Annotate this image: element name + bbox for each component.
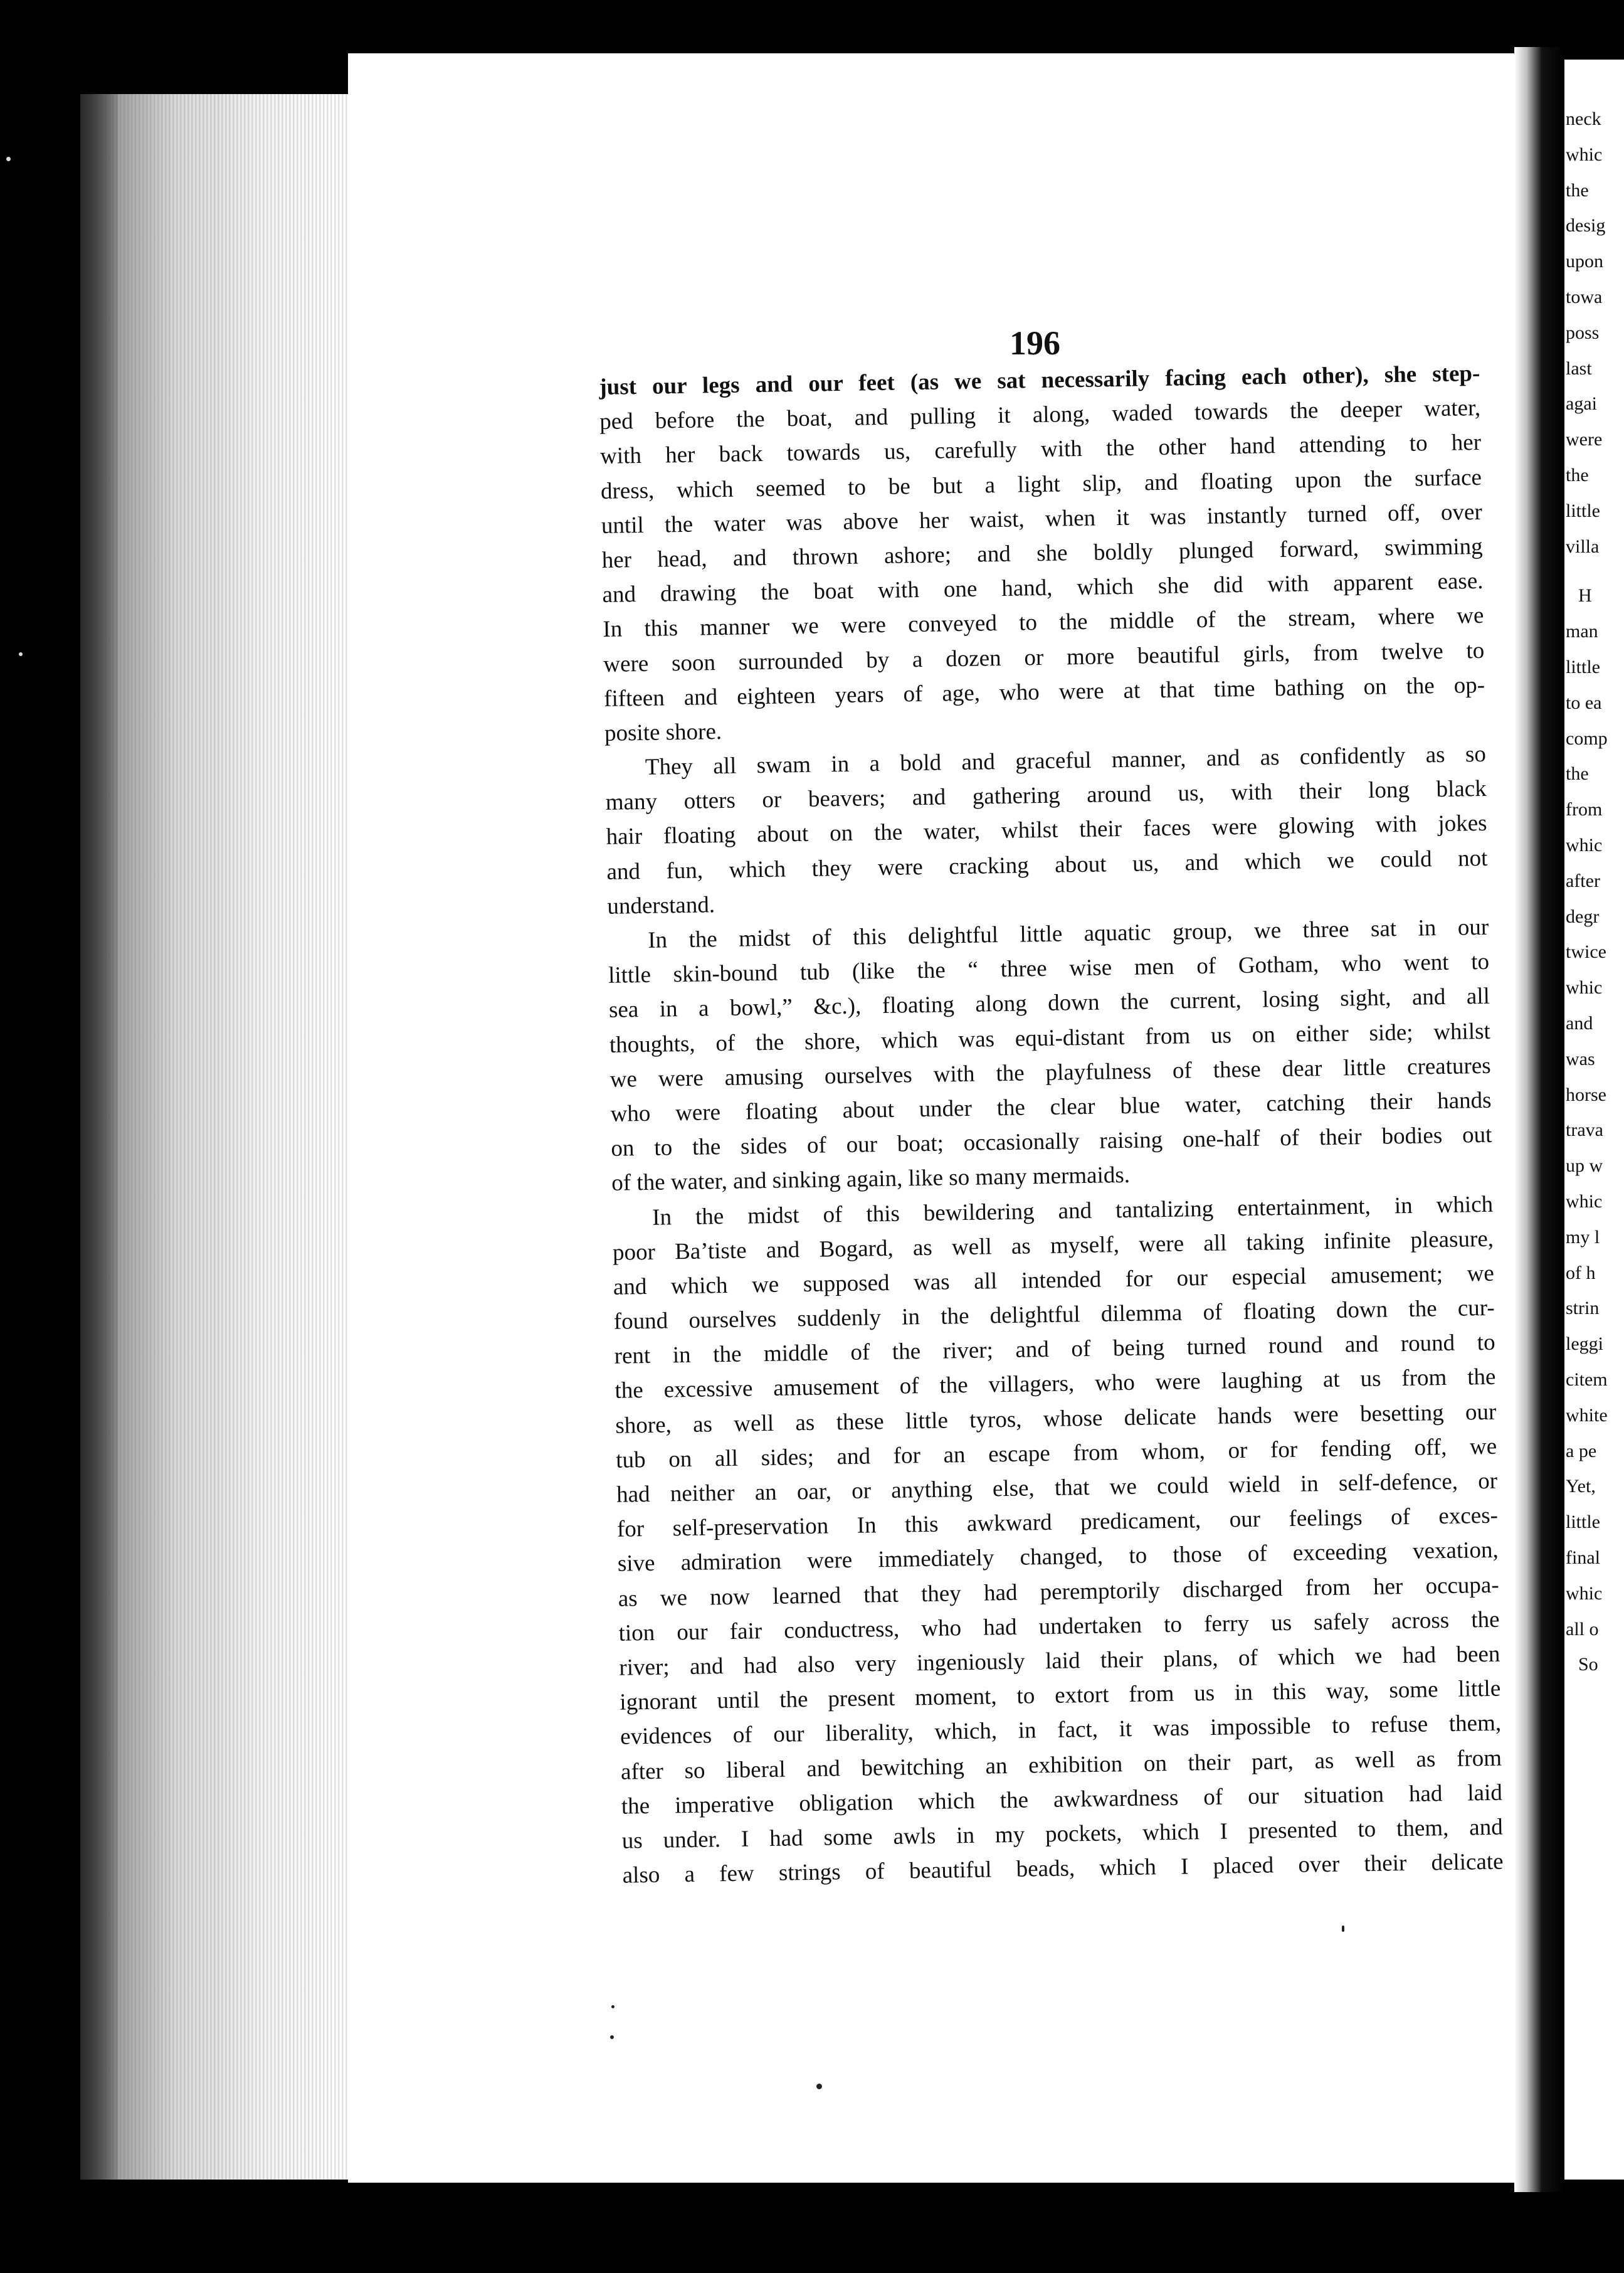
facing-page-fragment: of h: [1566, 1262, 1596, 1283]
page-number: 196: [1010, 324, 1060, 362]
facing-page-fragment: and: [1566, 1013, 1593, 1034]
facing-page-fragment: strin: [1566, 1298, 1600, 1319]
text-line: hair floating about on the water, whilst their faces were glowing with jokes: [606, 810, 1487, 850]
text-line: were soon surrounded by a dozen or more beautiful girls, from twelve to: [603, 637, 1485, 677]
facing-page-fragment: leggi: [1566, 1333, 1603, 1355]
facing-page-fragment: twice: [1566, 941, 1606, 963]
facing-page: [1564, 60, 1624, 2180]
facing-page-fragment: towa: [1566, 287, 1603, 307]
facing-page-fragment: desig: [1566, 215, 1606, 236]
text-line: the imperative obligation which the awkwardness of our situation had laid: [621, 1779, 1503, 1820]
text-line: thoughts, of the shore, which was equi-distant from us on either side; whilst: [609, 1018, 1491, 1058]
facing-page-fragment: was: [1566, 1048, 1595, 1069]
text-line: shore, as well as these little tyros, whose delicate hands were besetting our: [615, 1399, 1497, 1439]
text-line: dress, which seemed to be but a light slip, and floating upon the surface: [600, 464, 1482, 504]
text-line: rent in the middle of the river; and of being turned round and round to: [614, 1329, 1495, 1370]
facing-page-fragment: all o: [1566, 1618, 1599, 1640]
facing-page-fragment: a pe: [1566, 1440, 1597, 1461]
facing-page-fragment: neck: [1566, 109, 1601, 129]
facing-page-fragment: the: [1566, 763, 1589, 785]
text-line: and drawing the boat with one hand, which she did with apparent ease.: [602, 568, 1484, 608]
text-line: after so liberal and bewitching an exhibition on their part, as well as from: [620, 1745, 1502, 1785]
text-line: tub on all sides; and for an escape from whom, or for fending off, we: [615, 1433, 1497, 1473]
facing-page-fragment: villa: [1566, 536, 1600, 557]
facing-page-fragment: whic: [1566, 1191, 1603, 1212]
text-line: on to the sides of our boat; occasionally raising one-half of their bodies out: [611, 1121, 1492, 1162]
text-line: had neither an oar, or anything else, that we could wield in self-defence, or: [616, 1468, 1498, 1508]
facing-page-fragment: whic: [1566, 144, 1603, 165]
text-line: for self-preservation In this awkward predicament, our feelings of exces-: [616, 1502, 1499, 1542]
text-line: ped before the boat, and pulling it along, waded towards the deeper water,: [599, 395, 1481, 435]
text-line: just our legs and our feet (as we sat necessarily facing each other), she step-: [599, 360, 1480, 400]
facing-page-fragment: degr: [1566, 906, 1600, 927]
text-line: with her back towards us, carefully with the other hand attending to her: [599, 430, 1482, 470]
text-line: until the water was above her waist, when it was instantly turned off, over: [601, 499, 1483, 539]
facing-page-fragment: trava: [1566, 1120, 1603, 1141]
text-line: posite shore.: [604, 718, 722, 746]
text-line: as we now learned that they had peremptorily discharged from her occupa-: [618, 1572, 1499, 1612]
text-line: sea in a bowl,” &c.), floating along down the current, losing sight, and all: [608, 983, 1490, 1024]
text-line: evidences of our liberality, which, in fact, it was impossible to refuse them,: [620, 1710, 1502, 1751]
book-gutter: [1514, 47, 1564, 2192]
page-edge-stack: [80, 94, 350, 2180]
text-line: of the water, and sinking again, like so many mermaids.: [611, 1162, 1131, 1197]
facing-page-fragment: whic: [1566, 977, 1603, 999]
facing-page-fragment: from: [1566, 799, 1603, 820]
text-line: found ourselves suddenly in the delightful dilemma of floating down the cur-: [613, 1295, 1495, 1335]
facing-page-fragment: comp: [1566, 728, 1608, 749]
facing-page-fragment: Yet,: [1566, 1476, 1596, 1497]
facing-page-fragment: whic: [1566, 1582, 1603, 1604]
text-line: In the midst of this bewildering and tantalizing entertainment, in which: [651, 1191, 1494, 1231]
text-line: many otters or beavers; and gathering around us, with their long black: [605, 776, 1487, 816]
text-line: understand.: [607, 892, 715, 919]
text-line: the excessive amusement of the villagers, who were laughing at us from the: [614, 1364, 1496, 1404]
facing-page-fragment: upon: [1566, 251, 1603, 272]
facing-page-fragment: last: [1566, 358, 1592, 379]
text-line: They all swam in a bold and graceful manner, and as confidently as so: [645, 741, 1487, 780]
text-line: her head, and thrown ashore; and she boldly plunged forward, swimming: [601, 533, 1483, 573]
body-text: [599, 356, 1504, 1893]
facing-page-fragment: white: [1566, 1404, 1608, 1426]
scan-speck: [611, 2005, 614, 2008]
scan-speck: [6, 157, 11, 161]
facing-page-fragment: little: [1566, 657, 1600, 677]
text-line: In this manner we were conveyed to the middle of the stream, where we: [603, 603, 1484, 643]
facing-page-fragment: whic: [1566, 835, 1603, 856]
facing-page-fragment: So: [1578, 1654, 1598, 1675]
text-line: also a few strings of beautiful beads, which I placed over their delicate: [622, 1848, 1504, 1889]
facing-page-fragment: horse: [1566, 1084, 1606, 1105]
facing-page-fragment: after: [1566, 870, 1600, 891]
text-line: fifteen and eighteen years of age, who were at that time bathing on the op-: [603, 672, 1485, 712]
facing-page-fragment: little: [1566, 500, 1600, 521]
facing-page-fragment: poss: [1566, 322, 1600, 343]
text-line: we were amusing ourselves with the playfulness of these dear little creatures: [609, 1052, 1491, 1093]
text-line: who were floating about under the clear blue water, catching their hands: [610, 1087, 1492, 1127]
scan-speck: [1342, 1926, 1344, 1932]
facing-page-fragment: man: [1566, 621, 1598, 642]
facing-page-fragment: agai: [1566, 393, 1597, 415]
facing-page-fragment: the: [1566, 179, 1589, 201]
text-line: poor Ba’tiste and Bogard, as well as myself, were all taking infinite pleasure,: [612, 1226, 1494, 1266]
text-line: sive admiration were immediately changed, to those of exceeding vexation,: [617, 1537, 1499, 1577]
scan-speck: [610, 2035, 614, 2039]
text-line: In the midst of this delightful little aquatic group, we three sat in our: [647, 914, 1489, 953]
facing-page-fragment: my l: [1566, 1226, 1600, 1248]
scan-speck: [19, 652, 23, 656]
facing-page-fragment: final: [1566, 1547, 1600, 1568]
text-line: tion our fair conductress, who had undertaken to ferry us safely across the: [618, 1606, 1500, 1646]
facing-page-fragment: citem: [1566, 1369, 1608, 1390]
text-line: and fun, which they were cracking about us, and which we could not: [606, 845, 1488, 885]
facing-page-fragment: up w: [1566, 1155, 1603, 1177]
text-line: us under. I had some awls in my pockets, which I presented to them, and: [621, 1814, 1503, 1854]
facing-page-fragment: the: [1566, 465, 1589, 485]
facing-page-fragment: H: [1578, 585, 1592, 607]
text-line: little skin-bound tub (like the “ three wise men of Gotham, who went to: [608, 949, 1490, 989]
facing-page-fragment: little: [1566, 1512, 1600, 1533]
page-edge-shadow: [80, 94, 118, 2180]
text-line: and which we supposed was all intended for our especial amusement; we: [613, 1260, 1495, 1300]
text-line: ignorant until the present moment, to extort from us in this way, some little: [620, 1675, 1501, 1715]
facing-page-fragment: to ea: [1566, 692, 1602, 713]
facing-page-fragment: were: [1566, 429, 1603, 450]
scan-speck: [816, 2084, 822, 2089]
text-line: river; and had also very ingeniously laid their plans, of which we had been: [619, 1641, 1500, 1681]
